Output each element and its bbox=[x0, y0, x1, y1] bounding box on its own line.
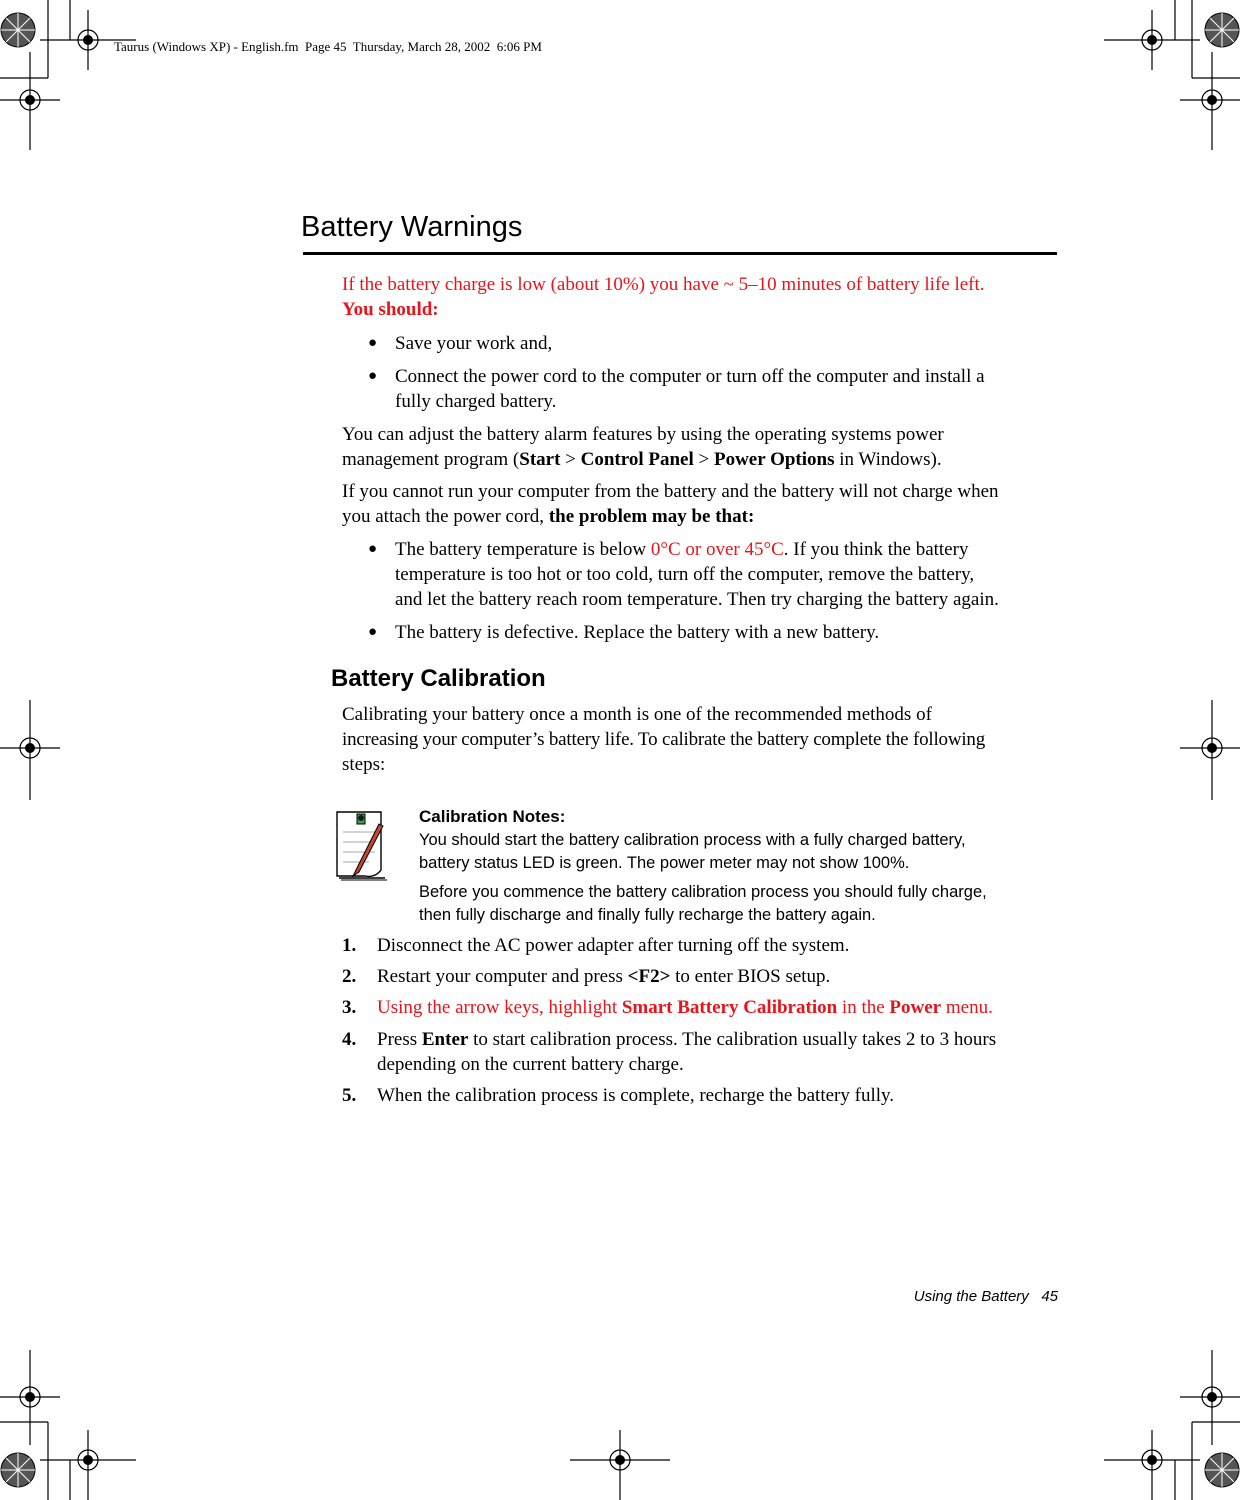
step-number: 4. bbox=[342, 1029, 357, 1050]
you-should: You should: bbox=[342, 299, 439, 320]
defective-item: The battery is defective. Replace the battery with a new battery. bbox=[395, 622, 880, 643]
section-title: Battery Warnings bbox=[301, 211, 523, 243]
intro-line: increasing your computer’s battery life. To calibrate the battery complete the following bbox=[342, 729, 986, 750]
step-text bbox=[377, 1027, 996, 1077]
bullet-icon: ● bbox=[368, 541, 378, 557]
bullet-icon: ● bbox=[368, 368, 378, 384]
note-paragraph bbox=[419, 881, 987, 927]
note-title: Calibration Notes: bbox=[419, 807, 566, 826]
step-line: Press Enter to start calibration process. The calibration usually takes 2 to 3 hours bbox=[377, 1029, 997, 1050]
note-line: then fully discharge and finally fully recharge the battery again. bbox=[419, 906, 876, 924]
note-line: battery status LED is green. The power meter may not show 100%. bbox=[419, 854, 910, 872]
temperature-line: and let the battery reach room temperature. Then try charging the battery again. bbox=[395, 589, 999, 610]
step-number: 1. bbox=[342, 935, 357, 956]
title-rule bbox=[303, 252, 1057, 255]
subsection-title: Battery Calibration bbox=[331, 665, 546, 692]
step-text: Restart your computer and press <F2> to enter BIOS setup. bbox=[377, 966, 831, 987]
temperature-line: The battery temperature is below 0°C or over 45°C. If you think the battery bbox=[395, 539, 969, 560]
bullet-icon: ● bbox=[368, 335, 378, 351]
cannot-line: If you cannot run your computer from the battery and the battery will not charge when bbox=[342, 481, 999, 502]
step-text: Using the arrow keys, highlight Smart Battery Calibration in the Power menu. bbox=[377, 997, 993, 1018]
temperature-line: temperature is too hot or too cold, turn off the computer, remove the battery, bbox=[395, 564, 975, 585]
print-slug: Taurus (Windows XP) - English.fm Page 45 Thursday, March 28, 2002 6:06 PM bbox=[114, 39, 542, 54]
step-text: When the calibration process is complete, recharge the battery fully. bbox=[377, 1085, 895, 1106]
step-line: depending on the current battery charge. bbox=[377, 1054, 684, 1075]
intro-line: steps: bbox=[342, 754, 386, 775]
calibration-intro bbox=[342, 702, 985, 777]
running-title: Using the Battery bbox=[913, 1288, 1029, 1305]
note-line: You should start the battery calibration process with a fully charged battery, bbox=[419, 831, 966, 849]
bullet-icon: ● bbox=[368, 624, 378, 640]
adjust-paragraph bbox=[342, 422, 944, 472]
step-text: Disconnect the AC power adapter after turning off the system. bbox=[377, 935, 850, 956]
adjust-line: management program (Start > Control Panel > Power Options in Windows). bbox=[342, 449, 942, 470]
adjust-line: You can adjust the battery alarm features by using the operating systems power bbox=[342, 424, 944, 445]
note-line: Before you commence the battery calibration process you should fully charge, bbox=[419, 883, 987, 901]
step-number: 3. bbox=[342, 997, 357, 1018]
cannot-paragraph bbox=[342, 479, 999, 529]
bullet-item-continued: fully charged battery. bbox=[395, 391, 557, 412]
step-number: 5. bbox=[342, 1085, 357, 1106]
step-number: 2. bbox=[342, 966, 357, 987]
intro-line: Calibrating your battery once a month is one of the recommended methods of bbox=[342, 704, 932, 725]
note-paragraph bbox=[419, 829, 966, 875]
note-pencil-icon bbox=[335, 810, 391, 882]
page-footer bbox=[858, 1288, 1058, 1305]
bullet-item: Save your work and, bbox=[395, 333, 553, 354]
cannot-line: you attach the power cord, the problem may be that: bbox=[342, 506, 755, 527]
page-number: 45 bbox=[1041, 1288, 1058, 1305]
bullet-item: Connect the power cord to the computer or turn off the computer and install a bbox=[395, 366, 985, 387]
temperature-item bbox=[395, 537, 999, 612]
warning-line: If the battery charge is low (about 10%) you have ~ 5–10 minutes of battery life left. bbox=[342, 274, 985, 295]
